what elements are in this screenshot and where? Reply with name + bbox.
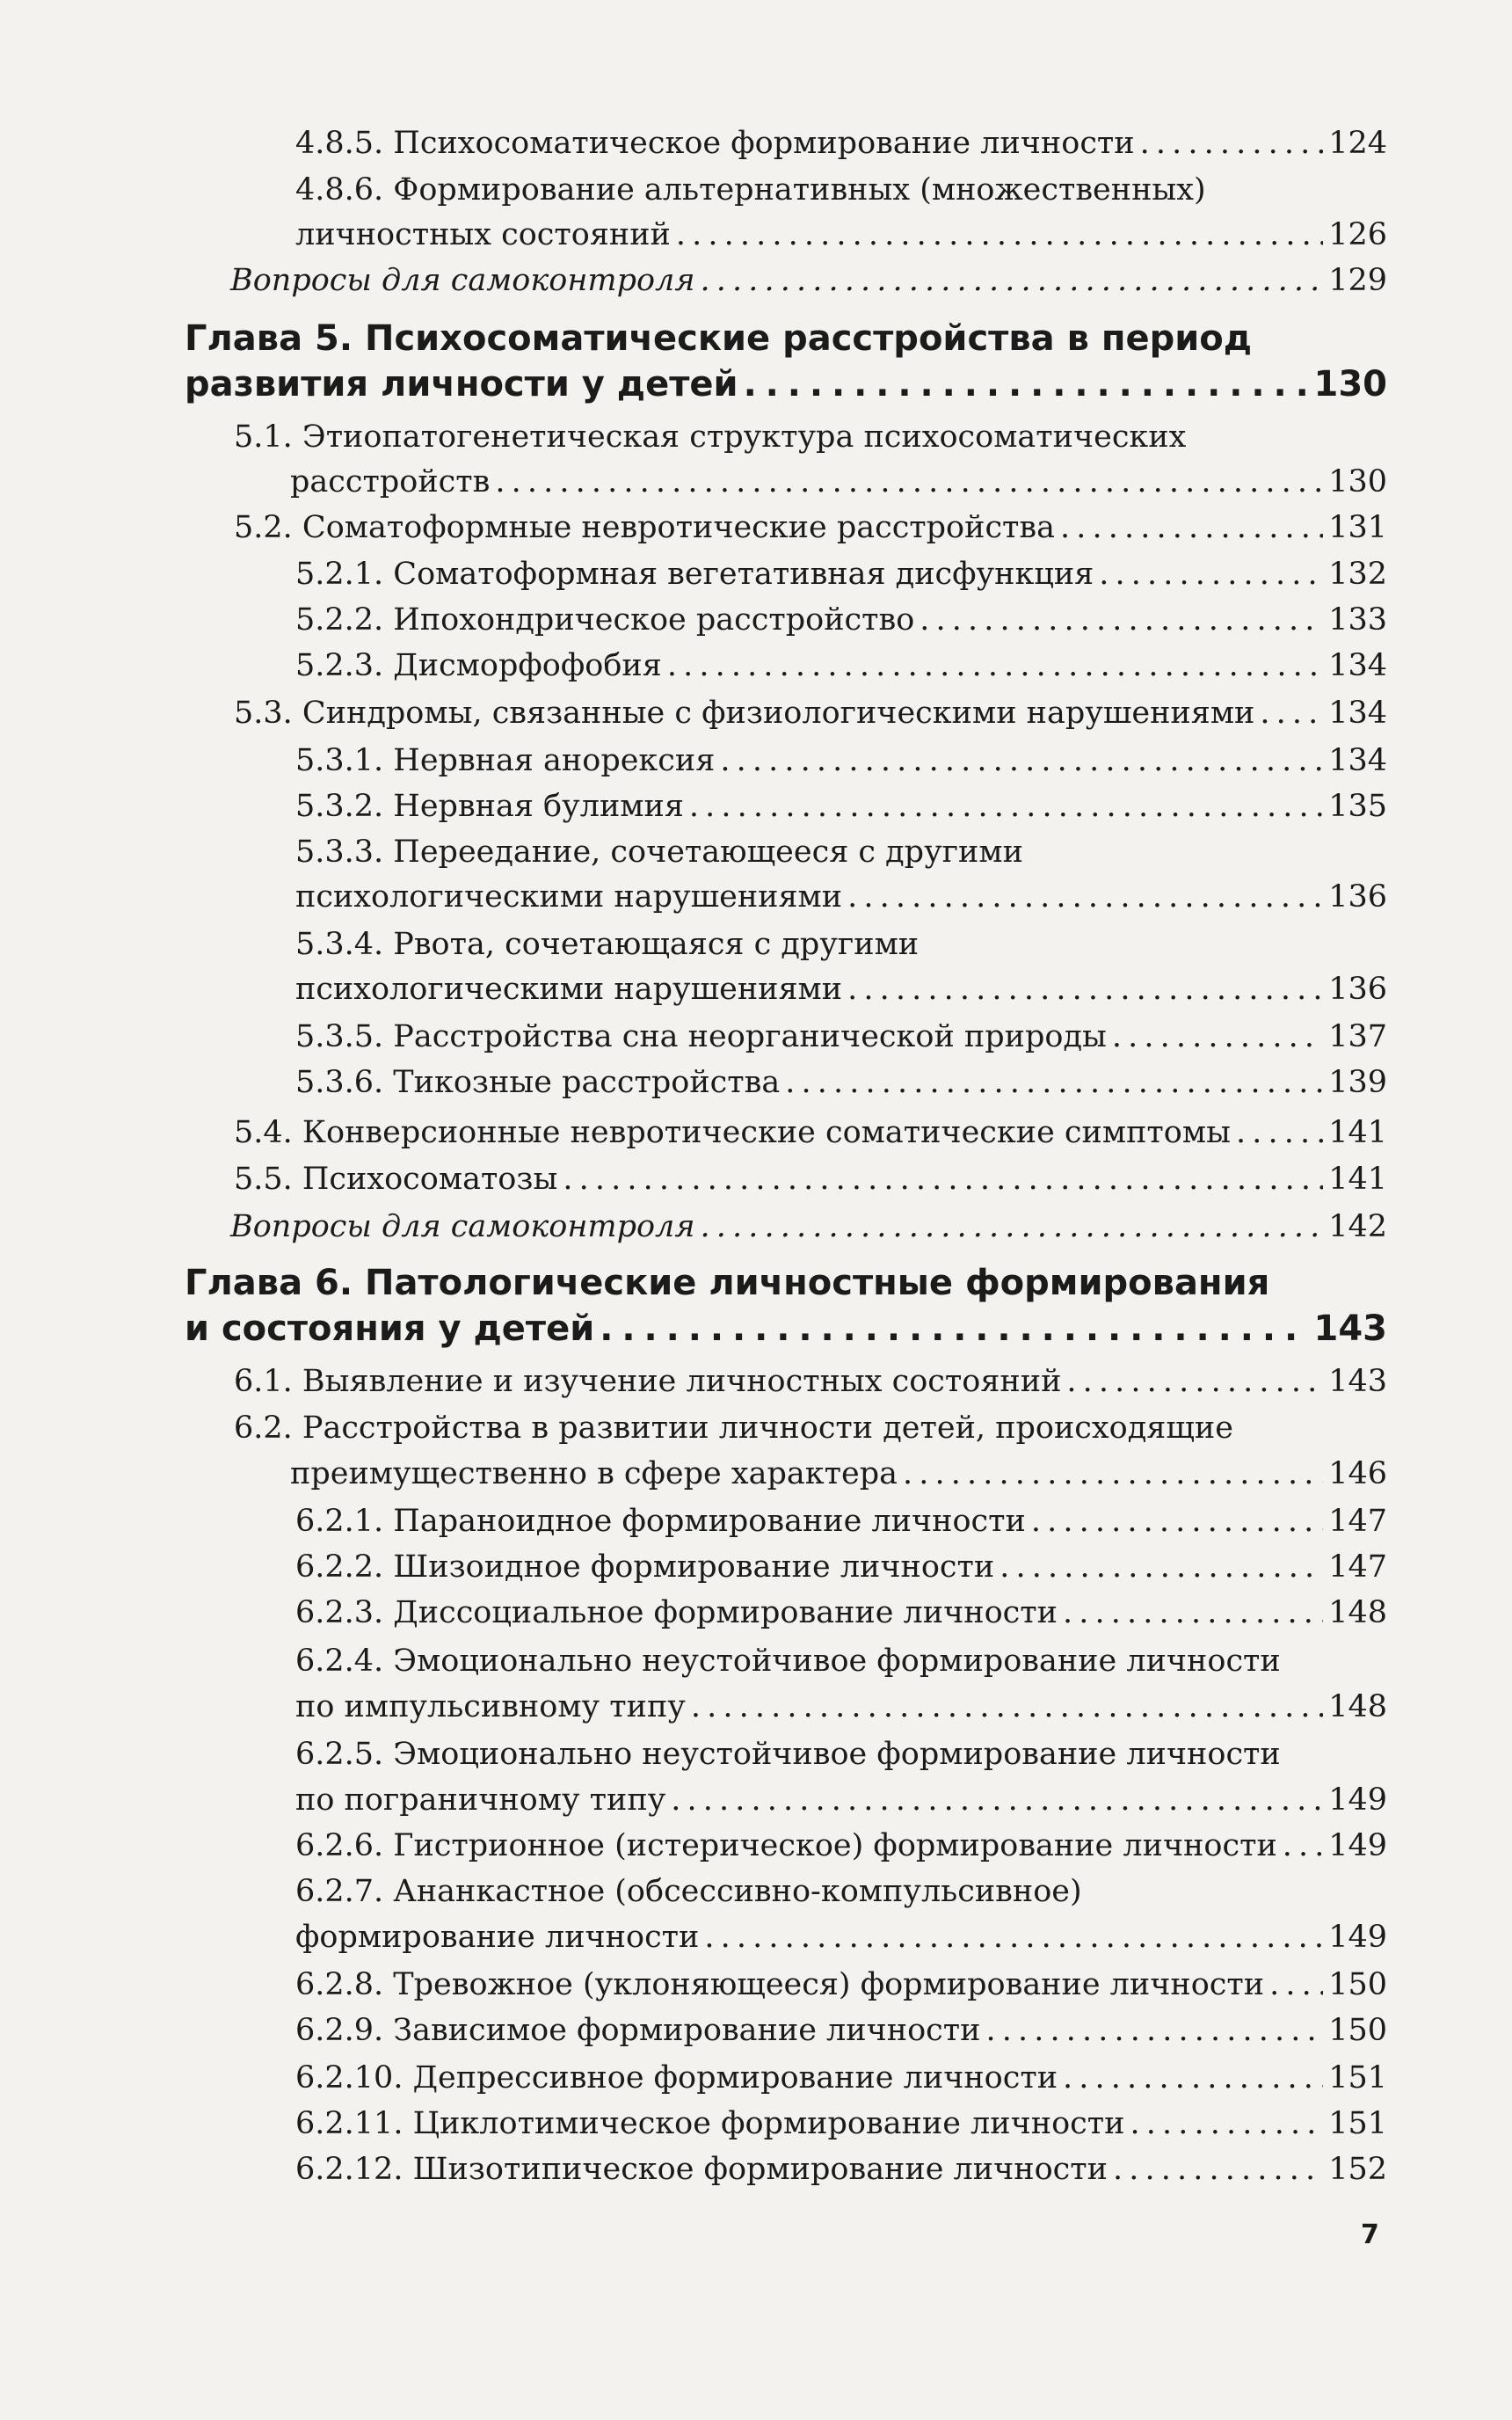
leader-dots <box>1113 2149 1323 2190</box>
toc-entry-title: 5.3. Синдромы, связанные с физиологическими нарушениями <box>234 696 1255 731</box>
toc-page-number: 137 <box>1328 1019 1387 1054</box>
toc-entry[interactable] <box>295 786 1387 827</box>
leader-dots <box>1236 1112 1323 1153</box>
toc-page-number: 130 <box>1328 464 1387 499</box>
toc-entry-title: 6.2.8. Тревожное (уклоняющееся) формирование личности <box>295 1967 1265 2002</box>
toc-page-number: 148 <box>1328 1689 1387 1724</box>
toc-entry-text: Глава 6. Патологические личностные формирования <box>185 1263 1270 1303</box>
toc-entry[interactable] <box>295 877 1387 917</box>
toc-entry-title: 5.3.6. Тикозные расстройства <box>295 1065 781 1100</box>
toc-entry[interactable] <box>295 1501 1387 1542</box>
toc-page-number: 136 <box>1328 879 1387 915</box>
toc-entry-title: 5.3.5. Расстройства сна неорганической природы <box>295 1019 1107 1054</box>
toc-entry[interactable] <box>234 693 1387 733</box>
toc-entry[interactable] <box>230 260 1387 301</box>
toc-entry-title: формирование личности <box>295 1920 700 1955</box>
toc-entry-title: 6.2.10. Депрессивное формирование личности <box>295 2060 1058 2096</box>
toc-entry-text: 4.8.6. Формирование альтернативных (множественных) <box>295 172 1206 208</box>
leader-dots <box>1063 2058 1323 2098</box>
toc-entry-text: 5.1. Этиопатогенетическая структура психосоматических <box>234 419 1187 455</box>
toc-entry-text: 6.2.4. Эмоционально неустойчивое формирование личности <box>295 1644 1281 1679</box>
toc-entry-title: Вопросы для самоконтроля <box>230 263 695 298</box>
toc-page-number: 130 <box>1313 364 1387 405</box>
toc-entry[interactable] <box>295 1826 1387 1866</box>
toc-entry[interactable] <box>295 1780 1387 1820</box>
toc-page-number: 132 <box>1328 557 1387 592</box>
toc-entry[interactable] <box>295 2010 1387 2051</box>
toc-page-number: 139 <box>1328 1065 1387 1100</box>
toc-page-number: 149 <box>1328 1920 1387 1955</box>
toc-entry[interactable] <box>295 2103 1387 2144</box>
toc-entry-title: 6.2.9. Зависимое формирование личности <box>295 2013 981 2048</box>
toc-entry-title: 5.4. Конверсионные невротические соматические симптомы <box>234 1115 1231 1150</box>
leader-dots <box>1031 1501 1323 1542</box>
leader-dots <box>676 215 1323 255</box>
toc-page-number: 129 <box>1328 263 1387 298</box>
leader-dots <box>985 2010 1323 2051</box>
toc-page-number: 134 <box>1328 696 1387 731</box>
toc-page-number: 126 <box>1328 217 1387 252</box>
toc-entry-title: преимущественно в сфере характера <box>290 1456 898 1491</box>
toc-entry-title: по пограничному типу <box>295 1782 666 1818</box>
leader-dots <box>1140 123 1324 164</box>
toc-entry-title: 6.2.1. Параноидное формирование личности <box>295 1504 1026 1539</box>
leader-dots <box>1063 1593 1323 1633</box>
toc-entry[interactable] <box>234 1159 1387 1199</box>
leader-dots <box>600 1308 1308 1349</box>
toc-entry-title: и состояния у детей <box>185 1308 595 1349</box>
leader-dots <box>691 1687 1323 1727</box>
leader-dots <box>903 1454 1323 1494</box>
toc-entry-title: 5.2.3. Дисморфофобия <box>295 648 662 683</box>
toc-page-number: 151 <box>1328 2106 1387 2141</box>
toc-entry-title: 5.2. Соматоформные невротические расстройства <box>234 510 1055 545</box>
leader-dots <box>704 1917 1323 1957</box>
toc-entry[interactable] <box>295 1593 1387 1633</box>
toc-entry[interactable] <box>295 1964 1387 2005</box>
toc-entry-title: 5.3.2. Нервная булимия <box>295 789 684 824</box>
toc-page-number: 151 <box>1328 2060 1387 2096</box>
toc-chapter-entry[interactable] <box>185 364 1387 405</box>
toc-entry-title: 6.2.3. Диссоциальное формирование личности <box>295 1595 1058 1630</box>
toc-page-number: 150 <box>1328 1967 1387 2002</box>
toc-page-number: 131 <box>1328 510 1387 545</box>
toc-page-number: 141 <box>1328 1162 1387 1197</box>
leader-dots <box>847 877 1323 917</box>
toc-page-number: 143 <box>1328 1364 1387 1399</box>
toc-entry[interactable] <box>295 740 1387 781</box>
toc-entry[interactable] <box>295 1017 1387 1057</box>
toc-entry-text: 5.3.4. Рвота, сочетающаяся с другими <box>295 927 920 962</box>
toc-entry-title: по импульсивному типу <box>295 1689 686 1724</box>
toc-page-number: 124 <box>1328 126 1387 161</box>
toc-entry-title: 5.2.2. Ипохондрическое расстройство <box>295 602 915 638</box>
leader-dots <box>701 260 1324 301</box>
toc-page-number: 134 <box>1328 743 1387 778</box>
toc-entry[interactable] <box>295 554 1387 594</box>
toc-entry-title: 4.8.5. Психосоматическое формирование личности <box>295 126 1135 161</box>
toc-page-number: 136 <box>1328 972 1387 1007</box>
leader-dots <box>720 740 1323 781</box>
toc-chapter-entry[interactable] <box>185 1308 1387 1349</box>
toc-entry[interactable] <box>295 215 1387 255</box>
toc-entry[interactable] <box>295 969 1387 1010</box>
toc-entry[interactable] <box>295 123 1387 164</box>
toc-entry-title: личностных состояний <box>295 217 671 252</box>
toc-page-number: 143 <box>1313 1308 1387 1349</box>
toc-entry[interactable] <box>290 1454 1387 1494</box>
toc-entry[interactable] <box>295 1687 1387 1727</box>
leader-dots <box>785 1062 1323 1103</box>
toc-entry-title: психологическими нарушениями <box>295 972 843 1007</box>
toc-entry-text: Глава 5. Психосоматические расстройства в период <box>185 318 1253 359</box>
leader-dots <box>495 462 1323 502</box>
toc-page-number: 147 <box>1328 1504 1387 1539</box>
toc-page-number: 141 <box>1328 1115 1387 1150</box>
toc-entry-title: расстройств <box>290 464 491 499</box>
toc-entry-text: 6.2. Расстройства в развитии личности детей, происходящие <box>234 1410 1233 1446</box>
leader-dots <box>701 1206 1324 1247</box>
toc-page-number: 149 <box>1328 1782 1387 1818</box>
toc-page-number: 150 <box>1328 2013 1387 2048</box>
toc-page-number: 147 <box>1328 1549 1387 1585</box>
toc-entry-title: 6.2.2. Шизоидное формирование личности <box>295 1549 995 1585</box>
toc-entry[interactable] <box>234 507 1387 548</box>
toc-entry-title: 6.2.12. Шизотипическое формирование личности <box>295 2152 1108 2187</box>
leader-dots <box>667 645 1323 686</box>
toc-entry[interactable] <box>234 1361 1387 1402</box>
leader-dots <box>1066 1361 1323 1402</box>
toc-entry-title: 5.2.1. Соматоформная вегетативная дисфункция <box>295 557 1094 592</box>
toc-entry-text: 5.3.3. Переедание, сочетающееся с другими <box>295 835 1023 870</box>
toc-entry-title: 6.1. Выявление и изучение личностных состояний <box>234 1364 1062 1399</box>
toc-page-number: 149 <box>1328 1828 1387 1863</box>
toc-entry-title: 6.2.11. Циклотимическое формирование личности <box>295 2106 1125 2141</box>
toc-entry-title: 5.3.1. Нервная анорексия <box>295 743 716 778</box>
leader-dots <box>1269 1964 1323 2005</box>
leader-dots <box>563 1159 1323 1199</box>
leader-dots <box>847 969 1323 1010</box>
toc-entry[interactable] <box>295 2058 1387 2098</box>
toc-entry-title: Вопросы для самоконтроля <box>230 1209 695 1244</box>
toc-page-number: 142 <box>1328 1209 1387 1244</box>
leader-dots <box>1060 507 1323 548</box>
toc-entry[interactable] <box>295 1917 1387 1957</box>
leader-dots <box>689 786 1323 827</box>
toc-page-number: 135 <box>1328 789 1387 824</box>
leader-dots <box>1260 693 1323 733</box>
toc-page-number: 146 <box>1328 1456 1387 1491</box>
leader-dots <box>1112 1017 1323 1057</box>
leader-dots <box>1000 1547 1323 1587</box>
toc-entry[interactable] <box>230 1206 1387 1247</box>
toc-entry-title: 6.2.6. Гистрионное (истерическое) формирование личности <box>295 1828 1277 1863</box>
leader-dots <box>1130 2103 1323 2144</box>
toc-entry-text: 6.2.7. Ананкастное (обсессивно-компульсивное) <box>295 1874 1082 1909</box>
leader-dots <box>744 364 1309 405</box>
toc-entry[interactable] <box>295 600 1387 640</box>
toc-entry[interactable] <box>295 1547 1387 1587</box>
toc-page-number: 148 <box>1328 1595 1387 1630</box>
toc-entry[interactable] <box>234 1112 1387 1153</box>
toc-page-number: 133 <box>1328 602 1387 638</box>
toc-entry[interactable] <box>295 2149 1387 2190</box>
toc-entry[interactable] <box>295 1062 1387 1103</box>
toc-entry[interactable] <box>290 462 1387 502</box>
page-number: 7 <box>1361 2220 1379 2250</box>
leader-dots <box>671 1780 1323 1820</box>
toc-page-number: 152 <box>1328 2152 1387 2187</box>
leader-dots <box>920 600 1323 640</box>
toc-entry-title: 5.5. Психосоматозы <box>234 1162 558 1197</box>
leader-dots <box>1283 1826 1323 1866</box>
toc-entry-title: психологическими нарушениями <box>295 879 843 915</box>
toc-page-number: 134 <box>1328 648 1387 683</box>
toc-entry[interactable] <box>295 645 1387 686</box>
toc-entry-text: 6.2.5. Эмоционально неустойчивое формирование личности <box>295 1737 1281 1772</box>
toc-entry-title: развития личности у детей <box>185 364 738 405</box>
leader-dots <box>1099 554 1323 594</box>
